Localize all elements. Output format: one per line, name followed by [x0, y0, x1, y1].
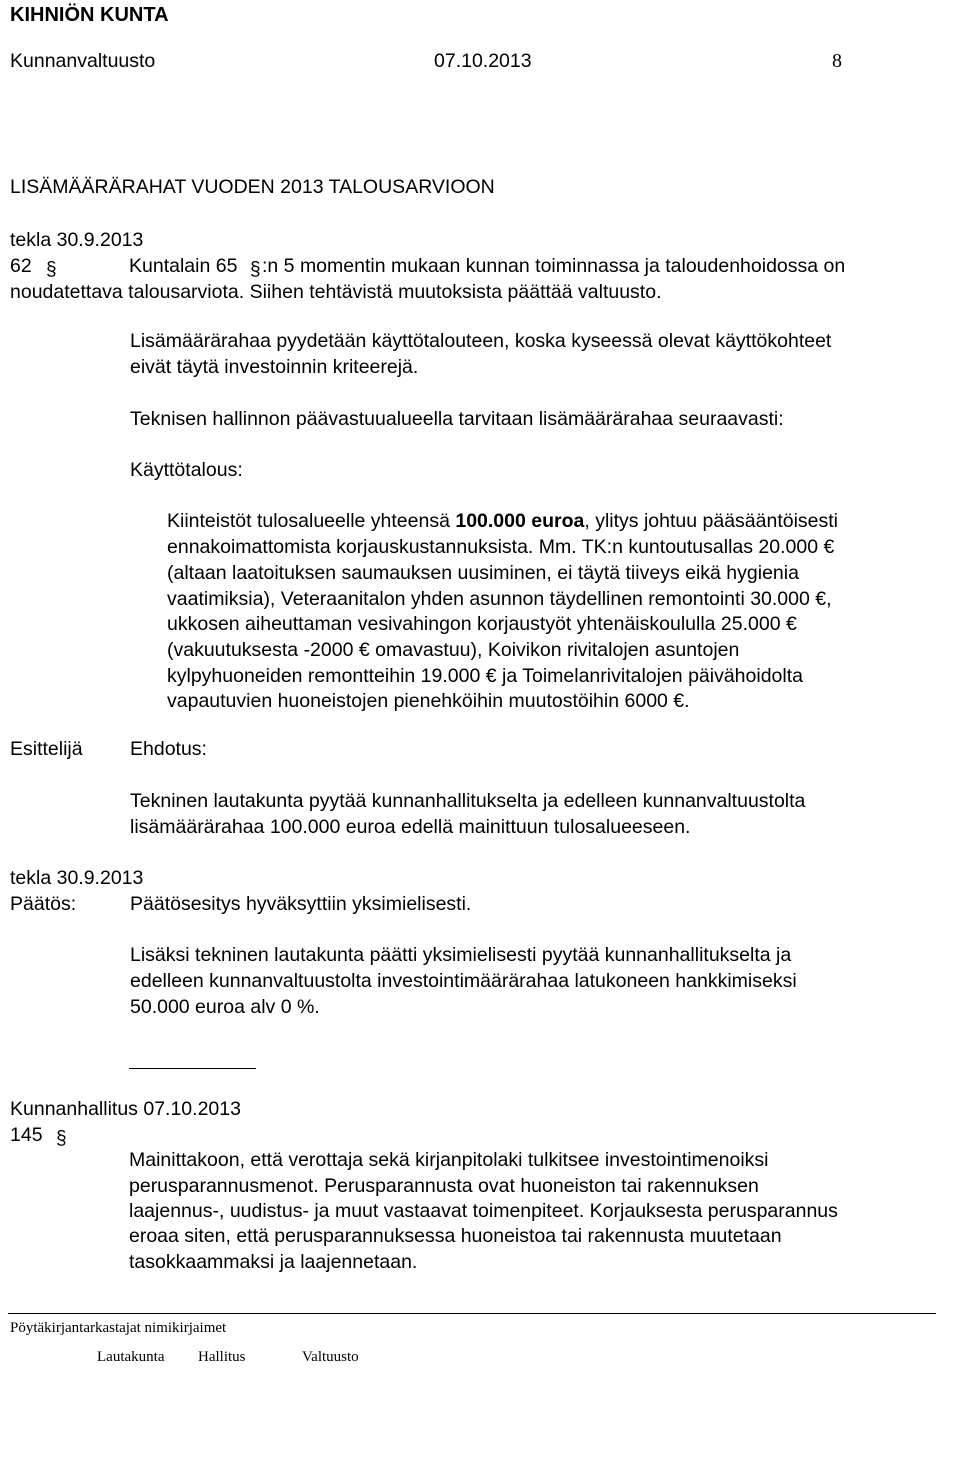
law-text-line2: noudatettava talousarviota. Siihen tehtävistä muutoksista päättää valtuusto.	[10, 281, 662, 303]
section-number: 62	[10, 255, 32, 277]
tekla-heading: tekla 30.9.2013	[10, 867, 144, 889]
detail-text: vaatimiksia), Veteraanitalon yhden asunnon täydellinen remontointi 30.000	[167, 588, 810, 610]
detail-line	[167, 690, 690, 713]
kh-heading: Kunnanhallitus 07.10.2013	[10, 1098, 241, 1120]
section-separator	[129, 1068, 256, 1069]
meeting-date: 07.10.2013	[434, 50, 532, 72]
footer-col-lautakunta: Lautakunta	[97, 1349, 165, 1365]
kh-line: laajennus-, uudistus- ja muut vastaavat toimenpiteet. Korjauksesta perusparannus	[129, 1200, 838, 1222]
detail-text: vapautuvien huoneistojen pienehköihin muutostöihin 6000	[167, 690, 668, 712]
detail-text: ennakoimattomista korjauskustannuksista. Mm. TK:n kuntoutusallas 20.000	[167, 536, 819, 558]
ehdotus-label: Ehdotus:	[130, 738, 207, 760]
detail-text: Kiinteistöt tulosalueelle yhteensä	[167, 510, 456, 532]
svg-text:§: §	[56, 1128, 67, 1149]
document-title: LISÄMÄÄRÄRAHAT VUODEN 2013 TALOUSARVIOON	[10, 176, 495, 198]
section-sign-icon	[250, 255, 261, 281]
kayttotalous-label: Käyttötalous:	[130, 459, 243, 481]
detail-text: ja Toimelanrivitalojen päivähoidolta	[502, 665, 803, 687]
detail-line	[167, 613, 797, 636]
detail-text: .	[684, 690, 690, 712]
detail-text: ukkosen aiheuttaman vesivahingon korjaustyöt yhtenäiskoululla 25.000	[167, 613, 781, 635]
paragraph-line: Lisämäärärahaa pyydetään käyttötalouteen, koska kyseessä olevat käyttökohteet	[130, 330, 832, 352]
detail-line	[167, 665, 803, 688]
euro-icon: €	[480, 665, 502, 687]
decision-line: 50.000 euroa alv 0 %.	[130, 996, 320, 1018]
footer-col-hallitus: Hallitus	[198, 1349, 246, 1365]
kh-line: eroaa siten, että perusparannuksessa huoneistoa tai rakennusta muutetaan	[129, 1225, 782, 1247]
detail-text: kylpyhuoneiden remontteihin 19.000	[167, 665, 481, 687]
paatos-text: Päätösesitys hyväksyttiin yksimielisesti.	[130, 893, 472, 915]
detail-text: , ylitys johtuu pääsääntöisesti	[584, 510, 839, 532]
euro-icon: €	[818, 536, 835, 558]
section-sign-icon	[46, 255, 57, 281]
page-number: 8	[832, 50, 842, 72]
detail-line: (altaan laatoituksen saumauksen uusiminen, ei täytä tiiveys eikä hygienia	[167, 562, 799, 584]
euro-icon: €	[780, 613, 797, 635]
tekla-heading: tekla 30.9.2013	[10, 229, 144, 251]
kh-line: perusparannusmenot. Perusparannusta ovat huoneiston tai rakennuksen	[129, 1175, 759, 1197]
kh-line: Mainittakoon, että verottaja sekä kirjanpitolaki tulkitsee investointimenoiksi	[129, 1149, 769, 1171]
paragraph-line: eivät täytä investoinnin kriteerejä.	[130, 356, 419, 378]
municipality-name: KIHNIÖN KUNTA	[10, 4, 169, 26]
detail-line	[167, 536, 834, 559]
detail-text: ,	[826, 588, 832, 610]
detail-text: omavastuu), Koivikon rivitalojen asuntojen	[375, 639, 740, 661]
detail-line	[167, 510, 838, 533]
decision-line: Lisäksi tekninen lautakunta päätti yksimielisesti pyytää kunnanhallitukselta ja	[130, 944, 792, 966]
detail-line	[167, 639, 739, 662]
footer-col-valtuusto: Valtuusto	[302, 1349, 359, 1365]
svg-text:§: §	[46, 259, 57, 280]
kh-line: tasokkaammaksi ja laajennetaan.	[129, 1251, 418, 1273]
proposal-line: Tekninen lautakunta pyytää kunnanhallitukselta ja edelleen kunnanvaltuustolta	[130, 790, 806, 812]
signatures-label: Pöytäkirjantarkastajat nimikirjaimet	[10, 1320, 227, 1336]
euro-icon: €	[353, 639, 376, 661]
section-sign-icon	[56, 1124, 67, 1150]
euro-icon: €	[809, 588, 827, 610]
law-text-line1-rest: :n 5 momentin mukaan kunnan toiminnassa ja taloudenhoidossa on	[262, 255, 846, 277]
section-number: 145	[10, 1124, 43, 1146]
footer-rule	[8, 1313, 936, 1314]
euro-icon: €	[667, 690, 685, 712]
proposal-line: lisämäärärahaa 100.000 euroa edellä mainittuun tulosalueeseen.	[130, 816, 691, 838]
decision-line: edelleen kunnanvaltuustolta investointimäärärahaa latukoneen hankkimiseksi	[130, 970, 797, 992]
svg-text:§: §	[250, 259, 261, 280]
detail-text: (vakuutuksesta -2000	[167, 639, 354, 661]
detail-line	[167, 588, 832, 611]
detail-amount: 100.000 euroa	[455, 510, 585, 532]
esittelija-label: Esittelijä	[10, 738, 83, 760]
paragraph-line: Teknisen hallinnon päävastuualueella tarvitaan lisämäärärahaa seuraavasti:	[130, 408, 784, 430]
law-text-line1-start: Kuntalain 65	[129, 255, 238, 277]
body-name: Kunnanvaltuusto	[10, 50, 156, 72]
paatos-label: Päätös:	[10, 893, 77, 915]
